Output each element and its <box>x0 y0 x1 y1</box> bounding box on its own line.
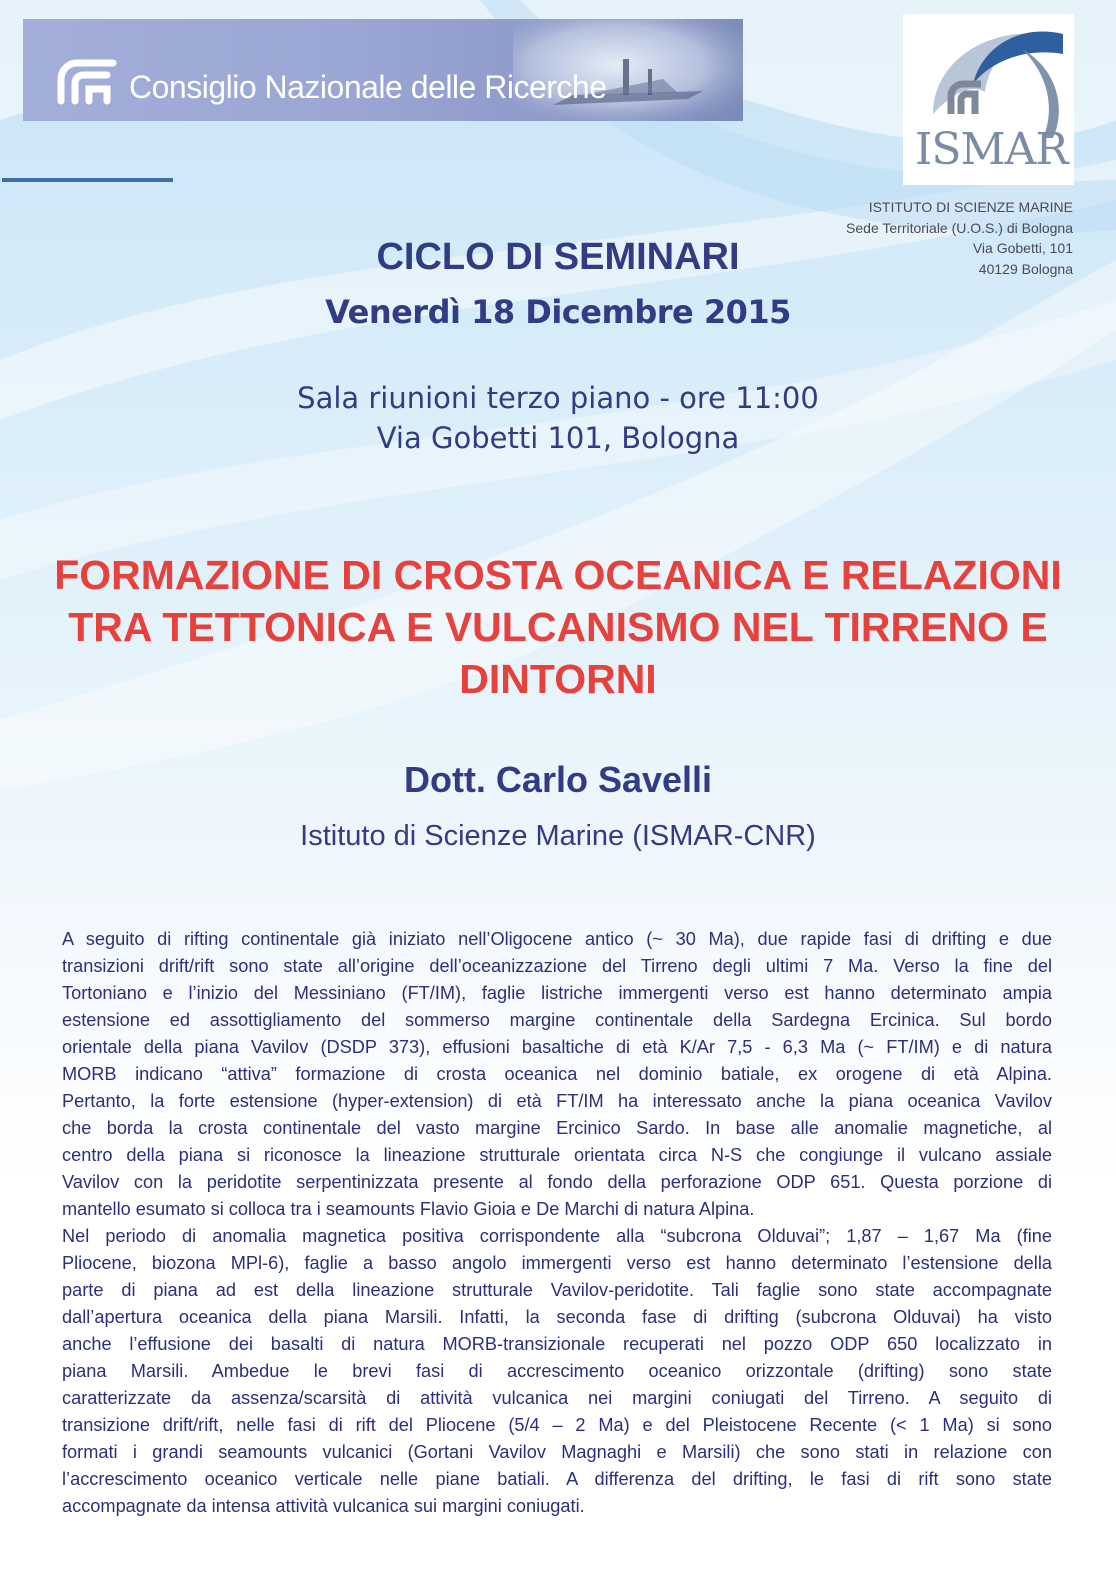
cnr-name: Consiglio Nazionale delle Ricerche <box>129 69 607 105</box>
address-line: 40129 Bologna <box>978 260 1073 277</box>
seminar-series: CICLO DI SEMINARI <box>376 236 740 278</box>
abstract-line: anche l’effusione dei basalti di natura MORB-transizionale recuperati nel pozzo ODP 650 localizzato in <box>62 1334 1052 1354</box>
abstract-line: accompagnate da intensa attività vulcanica sui margini coniugati. <box>62 1496 585 1516</box>
venue-line: Via Gobetti 101, Bologna <box>376 421 740 455</box>
abstract-line: A seguito di rifting continentale già iniziato nell’Oligocene antico (~ 30 Ma), due rapide fasi di drifting e due <box>62 929 1052 949</box>
abstract-line: parte di piana ad est della lineazione strutturale Vavilov-peridotite. Tali faglie sono state accompagnate <box>62 1280 1052 1300</box>
cnr-logo <box>55 53 119 109</box>
ismar-logo <box>903 14 1074 185</box>
address-line: Via Gobetti, 101 <box>972 240 1073 256</box>
title-line: DINTORNI <box>459 656 657 702</box>
abstract-line: mantello esumato si colloca tra i seamounts Flavio Gioia e De Marchi di natura Alpina. <box>62 1199 755 1219</box>
cnr-banner <box>23 19 743 121</box>
abstract-line: Pertanto, la forte estensione (hyper-extension) di età FT/IM ha interessato anche la piana oceanica Vavilov <box>62 1091 1052 1111</box>
abstract-line: estensione ed assottigliamento del sommerso margine continentale della Sardegna Ercinica. Sul bordo <box>62 1010 1052 1030</box>
venue-line: Sala riunioni terzo piano - ore 11:00 <box>297 381 819 415</box>
abstract <box>62 926 1052 1520</box>
abstract-line: orientale della piana Vavilov (DSDP 373), effusioni basaltiche di età K/Ar 7,5 - 6,3 Ma (~ FT/IM) e di natura <box>62 1037 1052 1057</box>
abstract-line: transizioni drift/rift sono state all’origine dell’oceanizzazione del Tirreno degli ultimi 7 Ma. Verso la fine del <box>62 956 1052 976</box>
abstract-line: l’accrescimento oceanico verticale nelle piane batiali. A differenza del drifting, le fasi di rift sono state <box>62 1469 1052 1489</box>
abstract-line: Nel periodo di anomalia magnetica positiva corrispondente alla “subcrona Olduvai”; 1,87 – 1,67 Ma (fine <box>62 1226 1052 1246</box>
seminar-title <box>0 549 1116 705</box>
abstract-line: transizione drift/rift, nelle fasi di rift del Pliocene (5/4 – 2 Ma) e del Pleistocene Recente (< 1 Ma) si sono <box>62 1415 1052 1435</box>
abstract-line: Tortoniano e l’inizio del Messiniano (FT/IM), faglie listriche immergenti verso est hanno determinato ampia <box>62 983 1052 1003</box>
abstract-line: formati i grandi seamounts vulcanici (Gortani Vavilov Magnaghi e Marsili) che sono stati in relazione con <box>62 1442 1052 1462</box>
speaker-affiliation: Istituto di Scienze Marine (ISMAR-CNR) <box>300 820 816 852</box>
abstract-line: caratterizzate da assenza/scarsità di attività vulcanica nei margini coniugati del Tirreno. A seguito di <box>62 1388 1052 1408</box>
ismar-logo-text: ISMAR <box>915 124 1068 175</box>
address-line: Sede Territoriale (U.O.S.) di Bologna <box>846 219 1073 236</box>
ismar-underline <box>2 178 173 182</box>
abstract-line: che borda la crosta continentale del vasto margine Ercinico Sardo. In base alle anomalie magnetiche, al <box>62 1118 1052 1138</box>
address-line: ISTITUTO DI SCIENZE MARINE <box>868 199 1073 215</box>
abstract-line: centro della piana si riconosce la lineazione strutturale orientata circa N-S che congiunge il vulcano assiale <box>62 1145 1052 1165</box>
seminar-date: Venerdì 18 Dicembre 2015 <box>325 293 791 331</box>
abstract-line: MORB indicano “attiva” formazione di crosta oceanica nel dominio batiale, ex orogene di età Alpina. <box>62 1064 1052 1084</box>
abstract-line: piana Marsili. Ambedue le brevi fasi di accrescimento oceanico orizzontale (drifting) sono state <box>62 1361 1052 1381</box>
title-line: FORMAZIONE DI CROSTA OCEANICA E RELAZIONI <box>54 552 1062 598</box>
title-line: TRA TETTONICA E VULCANISMO NEL TIRRENO E <box>68 604 1048 650</box>
abstract-line: Pliocene, biozona MPl-6), faglie a basso angolo immergenti verso est hanno determinato l’estensione della <box>62 1253 1052 1273</box>
abstract-line: Vavilov con la peridotite serpentinizzata presente al fondo della perforazione ODP 651. Questa porzione di <box>62 1172 1052 1192</box>
abstract-line: dall’apertura oceanica della piana Marsili. Infatti, la seconda fase di drifting (subcrona Olduvai) ha visto <box>62 1307 1052 1327</box>
speaker-name: Dott. Carlo Savelli <box>403 759 713 800</box>
seminar-venue <box>0 378 1116 458</box>
